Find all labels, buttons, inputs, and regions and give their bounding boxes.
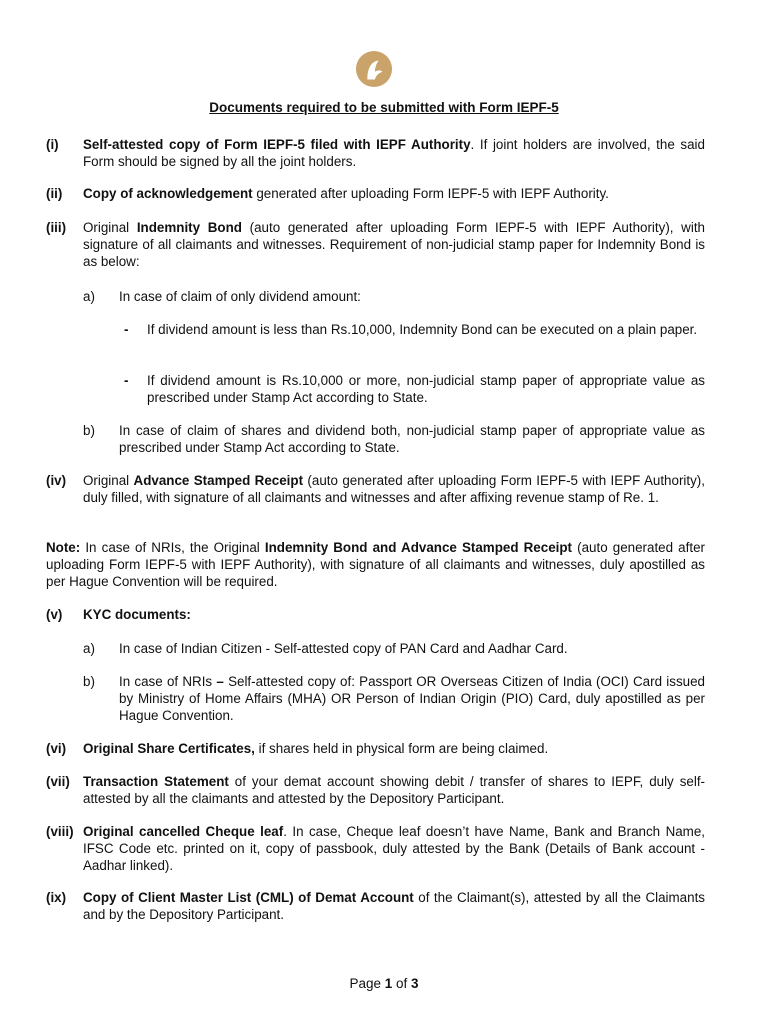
item-text: Original Share Certificates, if shares held in physical form are being claimed. [83, 741, 549, 756]
dash-bullet: - [124, 322, 129, 337]
item-number: (iii) [46, 220, 67, 235]
item-number: (viii) [46, 824, 74, 839]
item-text: Copy of acknowledgement generated after uploading Form IEPF-5 with IEPF Authority. [83, 186, 609, 201]
company-logo-icon [355, 50, 393, 88]
item-text: Transaction Statement of your demat account showing debit / transfer of shares to IEPF, duly self-attested by all the claimants and attested by the Depository Participant. [83, 774, 705, 806]
sub-text: In case of claim of shares and dividend both, non-judicial stamp paper of appropriate value as prescribed under Stamp Act according to State. [119, 423, 705, 455]
item-text: Original Indemnity Bond (auto generated after uploading Form IEPF-5 with IEPF Authority), with signature of all claimants and witnesses. Requirement of non-judicial stamp paper for Indemnity Bond is as below: [83, 220, 705, 269]
sub-label: a) [83, 641, 95, 656]
item-number: (ii) [46, 186, 63, 201]
item-text: KYC documents: [83, 607, 191, 622]
item-text: Self-attested copy of Form IEPF-5 filed with IEPF Authority. If joint holders are involved, the said Form should be signed by all the joint holders. [83, 137, 705, 169]
sub-label: a) [83, 289, 95, 304]
item-text: Original cancelled Cheque leaf. In case, Cheque leaf doesn’t have Name, Bank and Branch Name, IFSC Code etc. printed on it, copy of passbook, duly attested by the Bank (Details of Bank account - Aadhar linked). [83, 824, 706, 873]
item-number: (ix) [46, 890, 67, 905]
item-number: (v) [46, 607, 63, 622]
item-text: Copy of Client Master List (CML) of Demat Account of the Claimant(s), attested by all the Claimants and by the Depository Participant. [83, 890, 705, 922]
sub-text: In case of claim of only dividend amount: [119, 289, 361, 304]
item-number: (iv) [46, 473, 67, 488]
page-title: Documents required to be submitted with Form IEPF-5 [209, 100, 559, 115]
page-footer: Page 1 of 3 [349, 976, 419, 991]
dash-text: If dividend amount is Rs.10,000 or more, non-judicial stamp paper of appropriate value as prescribed under Stamp Act according to State. [147, 373, 705, 405]
nri-note: Note: In case of NRIs, the Original Indemnity Bond and Advance Stamped Receipt (auto generated after uploading Form IEPF-5 with IEPF Authority), with signature of all claimants and witnesses, duly apostilled as per Hague Convention will be required. [46, 540, 705, 589]
sub-label: b) [83, 674, 95, 689]
item-number: (vi) [46, 741, 67, 756]
sub-text: In case of Indian Citizen - Self-attested copy of PAN Card and Aadhar Card. [119, 641, 568, 656]
sub-label: b) [83, 423, 95, 438]
item-number: (vii) [46, 774, 70, 789]
dash-bullet: - [124, 373, 129, 388]
item-text: Original Advance Stamped Receipt (auto generated after uploading Form IEPF-5 with IEPF Authority), duly filled, with signature of all claimants and witnesses and after affixing revenue stamp of Re. 1. [83, 473, 705, 505]
item-number: (i) [46, 137, 59, 152]
sub-text: In case of NRIs – Self-attested copy of: Passport OR Overseas Citizen of India (OCI) Card issued by Ministry of Home Affairs (MHA) OR Person of Indian Origin (PIO) Card, duly apostilled as per Hague Convention. [119, 674, 705, 723]
dash-text: If dividend amount is less than Rs.10,000, Indemnity Bond can be executed on a plain paper. [147, 322, 698, 337]
